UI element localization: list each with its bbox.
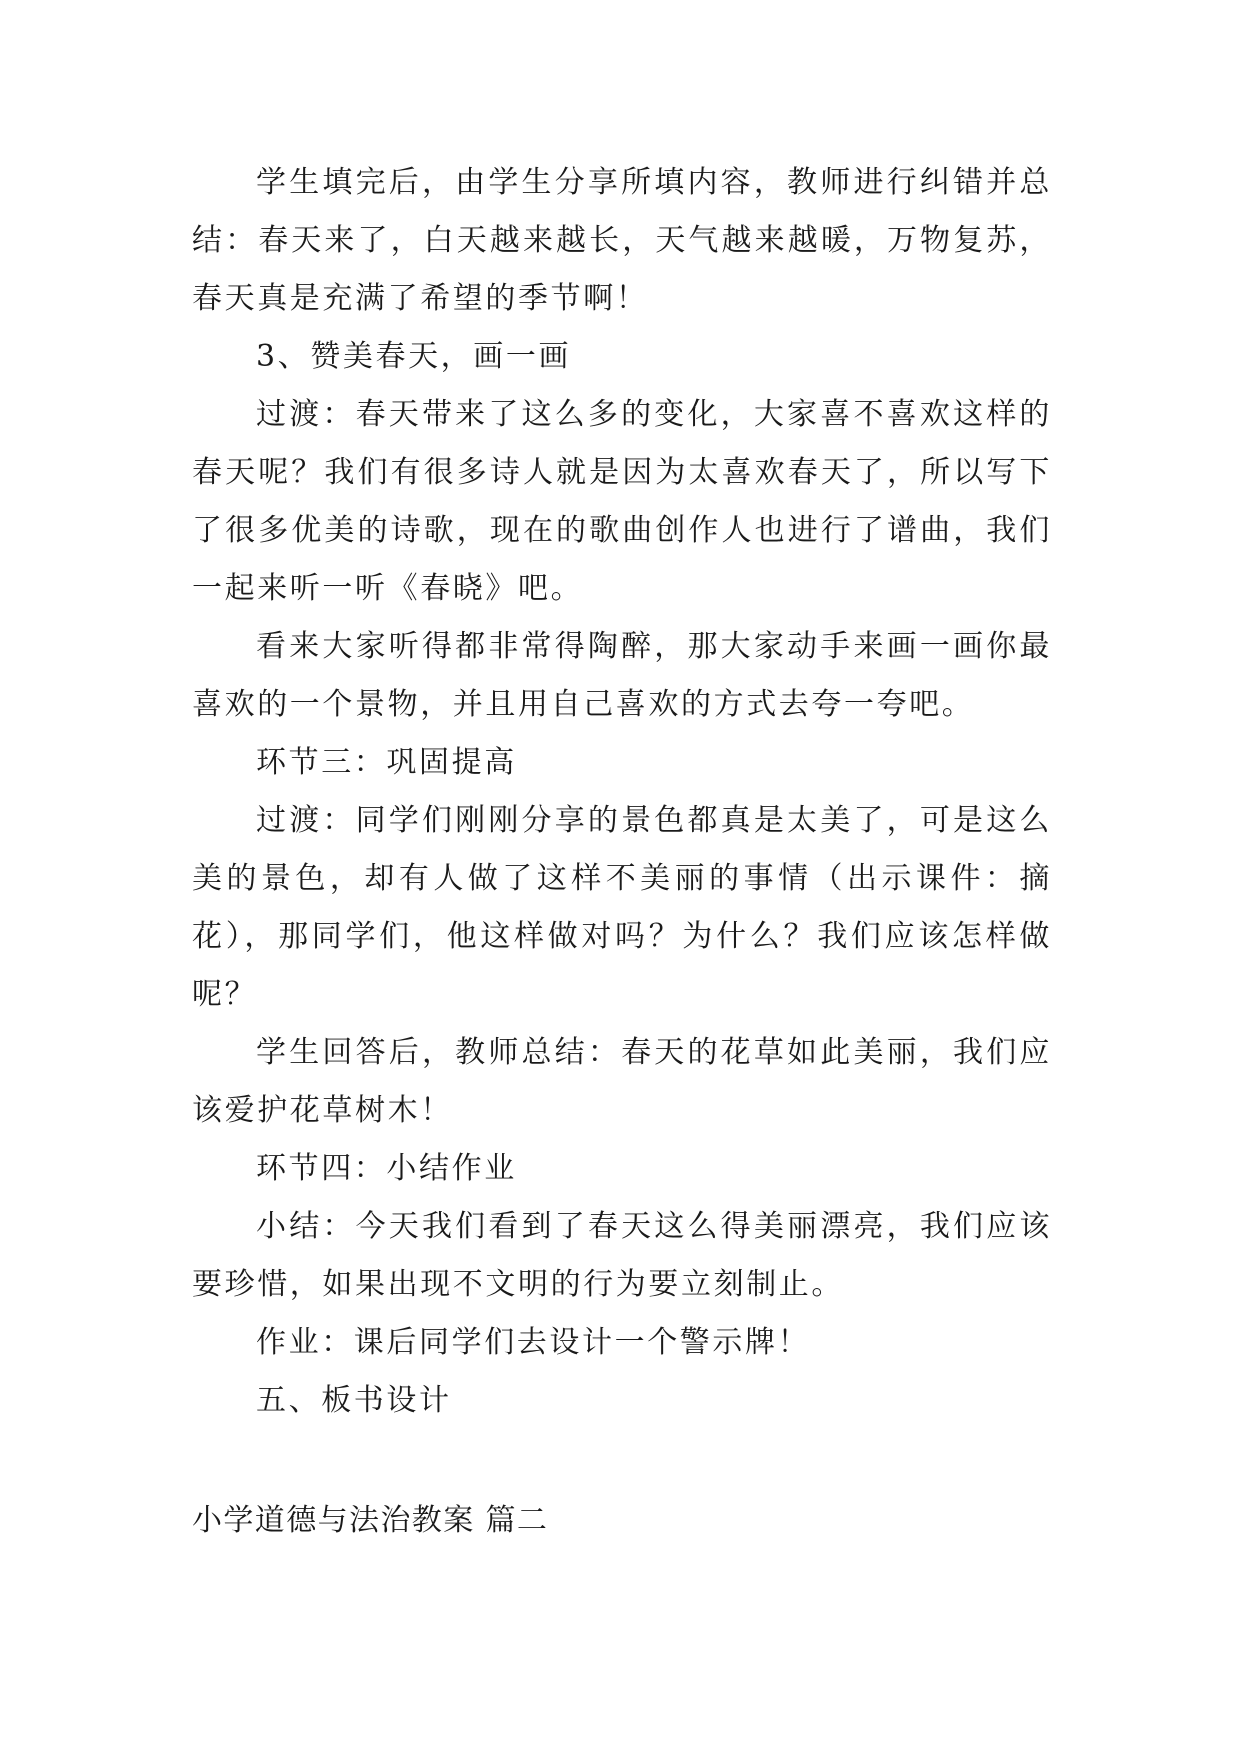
text-line: 过渡：同学们刚刚分享的景色都真是太美了，可是这么 [256,803,1052,838]
section-spacer [192,1430,1052,1492]
text-line: 该爱护花草树木！ [192,1093,453,1128]
text-line: 结：春天来了，白天越来越长，天气越来越暖，万物复苏， [192,223,1052,258]
document-page [192,154,1052,1550]
text-line: 学生回答后，教师总结：春天的花草如此美丽，我们应 [256,1035,1052,1070]
text-line: 喜欢的一个景物，并且用自己喜欢的方式去夸一夸吧。 [192,687,975,722]
section-title: 小学道德与法治教案 篇二 [192,1503,549,1538]
text-line: 环节四：小结作业 [256,1151,517,1186]
text-line: 要珍惜，如果出现不文明的行为要立刻制止。 [192,1267,844,1302]
text-line: 3、赞美春天，画一画 [256,339,572,374]
text-line: 小结：今天我们看到了春天这么得美丽漂亮，我们应该 [256,1209,1052,1244]
text-line: 过渡：春天带来了这么多的变化，大家喜不喜欢这样的 [256,397,1052,432]
text-line: 五、板书设计 [256,1383,452,1418]
document-body [192,154,1052,1430]
text-line: 看来大家听得都非常得陶醉，那大家动手来画一画你最 [256,629,1052,664]
text-line: 一起来听一听《春晓》吧。 [192,571,584,606]
text-line: 了很多优美的诗歌，现在的歌曲创作人也进行了谱曲，我们 [192,513,1052,548]
text-line: 春天真是充满了希望的季节啊！ [192,281,649,316]
text-line: 学生填完后，由学生分享所填内容，教师进行纠错并总 [256,165,1052,200]
text-line: 作业：课后同学们去设计一个警示牌！ [256,1325,811,1360]
text-line: 春天呢？我们有很多诗人就是因为太喜欢春天了，所以写下 [192,455,1052,490]
text-line: 美的景色，却有人做了这样不美丽的事情（出示课件：摘 [192,861,1052,896]
text-line: 环节三：巩固提高 [256,745,517,780]
text-line: 呢？ [192,977,258,1012]
text-line: 花），那同学们，他这样做对吗？为什么？我们应该怎样做 [192,919,1052,954]
